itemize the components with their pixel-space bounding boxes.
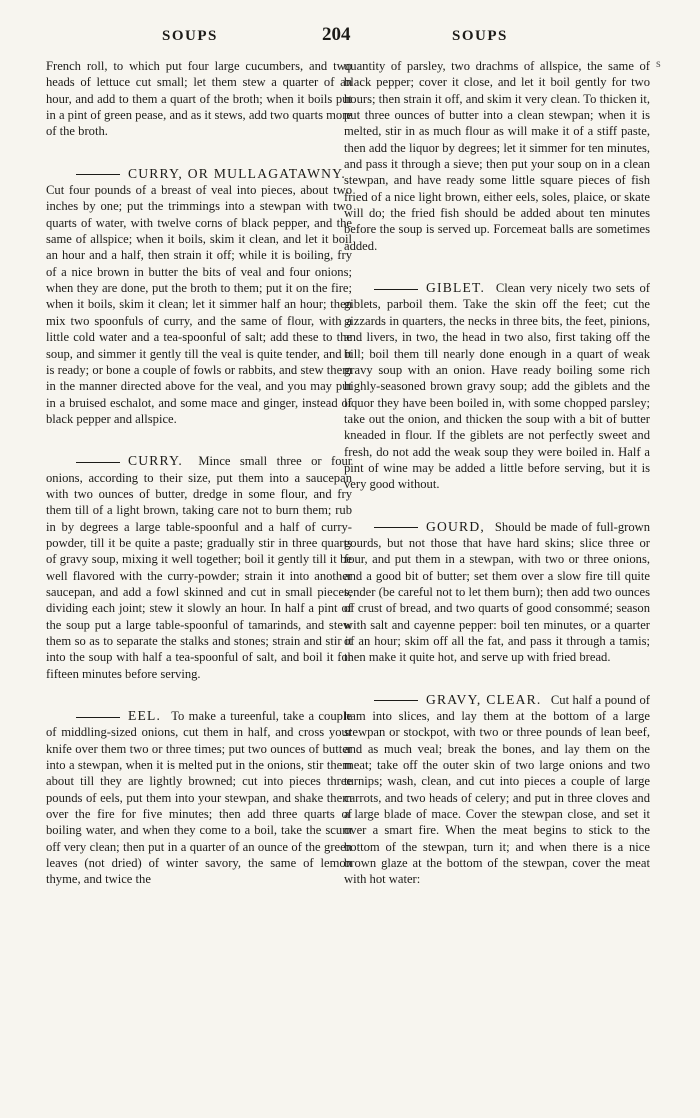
ditto-rule: [76, 462, 120, 463]
recipe-text: Clean very nicely two sets of giblets, parboil them. Take the skin off the feet; cut the gizzards in quarters, the necks in three bits, the feet, pinions, and livers, in two, the head in two also, first taking off the bill; boil them till nearly done enough in a quart of weak gravy soup with an onion. Have ready boiling some rich highly-seasoned brown gravy soup; add the giblets and the liquor they have been boiled in, with some chopped parsley; take out the onion, and thicken the soup with a bit of butter kneaded in flour. If the giblets are not perfectly sweet and fresh, do not add the weak soup they were boiled in. Half a pint of wine may be added a little before serving, but it is very good without.: [344, 281, 650, 492]
recipe-heading: GRAVY, CLEAR.: [426, 691, 542, 707]
recipe-text: To make a tureenful, take a couple of middling-sized onions, cut them in half, and cross your knife over them two or three times; put two ounces of butter into a stewpan, when it is melted put in the onions, stir them about till they are lightly browned; cut into pieces three pounds of eels, put them into your stewpan, and shake them over the fire for five minutes; then add three quarts of boiling water, and when they come to a boil, take the scum off very clean; then put in a quarter of an ounce of the green leaves (not dried) of winter savory, the same of lemon thyme, and twice the: [46, 709, 352, 887]
ditto-rule: [374, 289, 418, 290]
page-number: 204: [322, 24, 351, 45]
recipe-text: Should be made of full-grown gourds, but not those that have hard skins; slice three or four, and put them in a stewpan, with two or three onions, and a good bit of butter; set them over a slow fire till quite tender (be careful not to let them burn); then add two ounces of crust of bread, and two quarts of good consommé; season with salt and cayenne pepper: boil ten minutes, or a quarter of an hour; skim off all the fat, and pass it through a tamis; then make it quite hot, and serve up with fried bread.: [344, 519, 651, 665]
ditto-rule: [374, 700, 418, 701]
recipe-heading: CURRY, OR MULLAGATAWNY.: [128, 165, 346, 181]
recipe-text: Cut four pounds of a breast of veal into pieces, about two inches by one; put the trimmings into a stewpan with two quarts of water, with twelve corns of black pepper, and the same of allspice; when it boils, skim it clean, and let it boil an hour and a half, then strain it off; while it is boiling, fry of a nice brown in butter the bits of veal and four onions; when they are done, put the broth to them; put it on the fire; when it boils, skim it clean; let it simmer half an hour; then mix two spoonfuls of curry, and the same of flour, with a little cold water and a tea-spoonful of salt; add these to the soup, and simmer it gently till the veal is quite tender, and it is ready; or bone a couple of fowls or rabbits, and stew them in the manner directed above for the veal, and you may put in a bruised eschalot, and some mace and ginger, instead of black pepper and allspice.: [46, 183, 352, 426]
recipe-heading: EEL.: [128, 708, 162, 724]
recipe-heading: CURRY.: [128, 453, 183, 469]
ditto-rule: [76, 174, 120, 175]
recipe-gravy-clear: [344, 692, 650, 888]
header-left-title: SOUPS: [162, 28, 218, 44]
ditto-rule: [374, 527, 418, 528]
recipe-text: French roll, to which put four large cucumbers, and two heads of lettuce cut small; let them stew a quarter of an hour, and add to them a quart of the broth; when it boils put in a pint of green pease, and as it stews, add two quarts more of the broth.: [46, 59, 353, 139]
recipe-text: quantity of parsley, two drachms of allspice, the same of black pepper; cover it close, and let it boil gently for two hours; then strain it off, and skim it very clean. To thicken it, put three ounces of butter into a clean stewpan; when it is melted, stir in as much flour as will make it of a stiff paste, then add the liquor by degrees; let it simmer for ten minutes, and pass it through a sieve; then put your soup on in a clean stewpan, and have ready some little square pieces of fish fried of a nice light brown, either eels, soles, plaice, or skate will do; the fried fish should be added about ten minutes before the soup is served up. Forcemeat balls are sometimes added.: [344, 59, 650, 253]
recipe-text: Mince small three or four onions, according to their size, put them into a saucepan with two ounces of butter, dredge in some flour, and fry them till of a light brown, taking care not to burn them; rub in by degrees a large table-spoonful and a half of curry-powder, till it be quite a paste; gradually stir in three quarts of gravy soup, mixing it well together; boil it gently till it be well flavored with the curry-powder; strain it into another saucepan, and add a fowl skinned and cut in small pieces, dividing each joint; stew it slowly an hour. In half a pint of the soup put a large table-spoonful of tamarinds, and stew them so as to separate the stalks and stones; strain and stir it into the soup with half a tea-spoonful of salt, and boil it for fifteen minutes before serving.: [46, 454, 352, 681]
recipe-continuation: [46, 58, 352, 140]
recipe-giblet: [344, 280, 650, 492]
right-column: [344, 58, 650, 888]
recipe-heading: GOURD,: [426, 518, 485, 534]
margin-mark: s: [656, 56, 661, 70]
recipe-eel-continuation: [344, 58, 650, 254]
recipe-mullagatawny: [46, 166, 352, 428]
ditto-rule: [76, 717, 120, 718]
recipe-text: Cut half a pound of ham into slices, and lay them at the bottom of a large stewpan or stockpot, with two or three pounds of lean beef, and as much veal; break the bones, and lay them on the meat; take off the outer skin of two large onions and two turnips; wash, clean, and cut into pieces a couple of large carrots, and two heads of celery; and put in three cloves and a large blade of mace. Cover the stewpan close, and set it over a smart fire. When the meat begins to stick to the bottom of the stewpan, turn it; and when there is a nice brown glaze at the bottom of the stewpan, cover the meat with hot water:: [344, 692, 650, 887]
recipe-heading: GIBLET.: [426, 280, 486, 296]
running-header: [0, 24, 700, 50]
recipe-curry: [46, 453, 352, 682]
recipe-gourd: [344, 519, 650, 666]
left-column: [46, 58, 352, 888]
header-right-title: SOUPS: [452, 28, 508, 44]
recipe-eel: [46, 708, 352, 888]
